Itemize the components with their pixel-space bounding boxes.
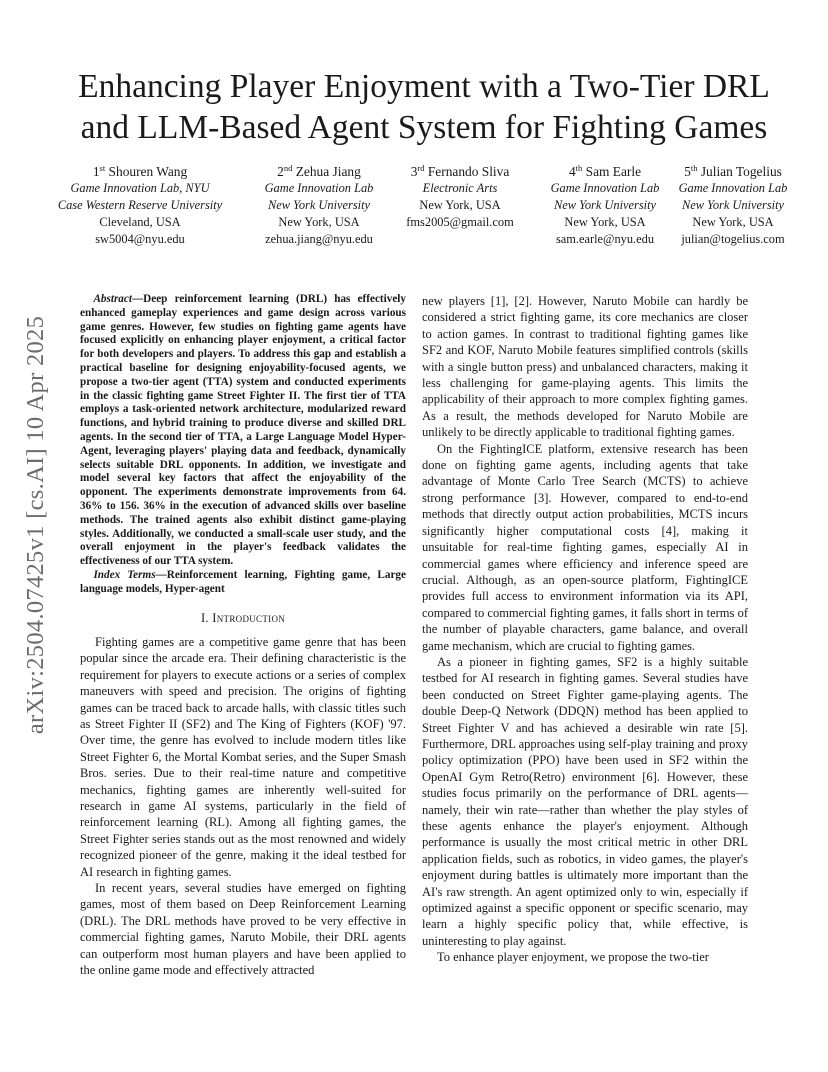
author-4-ordinal: 4	[568, 164, 576, 179]
author-1-ordinal-suffix: st	[99, 163, 106, 173]
author-5-email: julian@togelius.com	[681, 232, 785, 246]
author-5-ordinal-suffix: th	[690, 163, 698, 173]
arxiv-identifier-text: arXiv:2504.07425v1 [cs.AI] 10 Apr 2025	[22, 315, 50, 735]
author-4-ordinal-suffix: th	[575, 163, 583, 173]
left-paragraph-1: Fighting games are a competitive game genre that has been popular since the arcade era. Their defining characteristic is the requirement for players to execute actions or a series of complex maneuvers with speed and precision. The origins of fighting games can be traced back to arcade halls, with classic titles such as Street Fighter II (SF2) and The King of Fighters (KOF) '97. Over time, the genre has evolved to include modern titles like Street Fighter 6, the Mortal Kombat series, and the Super Smash Bros. series. Due to their real-time nature and competitive mechanics, fighting games are inherently well-suited for research in game AI systems, particularly in the field of reinforcement learning (RL). Among all fighting games, the Street Fighter series stands out as the most renowned and widely recognized pioneer of the genre, making it the ideal testbed for AI research in fighting games.	[80, 634, 406, 879]
right-paragraph-1: new players [1], [2]. However, Naruto Mobile can hardly be considered a strict fighting game, its core mechanics are closer to action games. In contrast to traditional fighting games like SF2 and KOF, Naruto Mobile features simplified controls (skills with a single button press) and unbalanced characters, making it less challenging for game-playing agents. This limits the applicability of their approach to more complex fighting games. As a result, the methods developed for Naruto Mobile are unlikely to be directly applicable to traditional fighting games.	[422, 294, 748, 440]
paper-title-line-1: Enhancing Player Enjoyment with a Two-Tier DRL	[78, 68, 770, 105]
paper-title	[60, 66, 788, 148]
author-4-email: sam.earle@nyu.edu	[555, 232, 655, 246]
author-5-ordinal: 5	[684, 164, 691, 179]
abstract-text: —Deep reinforcement learning (DRL) has effectively enhanced gameplay experiences and game design across various game genres. However, few studies on fighting game agents have focused explicitly on enhancing player enjoyment, a critical factor for both developers and players. To address this gap and establish a practical baseline for designing enjoyability-focused agents, we propose a two-tier agent (TTA) system and conducted experiments in the classic fighting game Street Fighter II. The first tier of TTA employs a task-oriented network architecture, modularized reward functions, and hybrid training to produce diverse and skilled DRL agents. In the second tier of TTA, a Large Language Model Hyper-Agent, leveraging players' playing data and feedback, dynamically selects suitable DRL opponents. In addition, we investigate and model several key factors that affect the enjoyability of the opponent. The experiments demonstrate improvements from 64. 36% to 156. 36% in the execution of advanced skills over baseline methods. The trained agents also exhibit distinct game-playing styles. Additionally, we conducted a small-scale user study, and the overall enjoyment in the player's feedback validates the effectiveness of our TTA system.	[80, 293, 406, 568]
author-5-affiliation-2: New York University	[681, 198, 785, 212]
author-5-name: Julian Togelius	[700, 164, 782, 179]
abstract	[80, 293, 406, 569]
author-3-name: Fernando Sliva	[427, 164, 510, 179]
section-title: Introduction	[212, 610, 286, 625]
author-4-affiliation-2: New York University	[553, 198, 657, 212]
index-terms	[80, 569, 406, 597]
author-2-affiliation: Game Innovation Lab	[264, 181, 374, 195]
author-2-ordinal-suffix: nd	[283, 163, 293, 173]
section-number: I.	[200, 610, 209, 625]
author-5	[633, 163, 828, 248]
author-2-name: Zehua Jiang	[295, 164, 361, 179]
author-1	[40, 163, 240, 248]
author-1-email: sw5004@nyu.edu	[95, 232, 185, 246]
index-terms-label: Index Terms	[93, 568, 156, 581]
right-paragraph-4: To enhance player enjoyment, we propose the two-tier	[437, 950, 709, 965]
author-3-ordinal-suffix: rd	[417, 163, 425, 173]
author-4-location: New York, USA	[564, 215, 646, 229]
author-5-location: New York, USA	[692, 215, 774, 229]
author-4-name: Sam Earle	[585, 164, 642, 179]
section-heading-introduction	[80, 610, 406, 626]
author-3-affiliation: Electronic Arts	[422, 181, 498, 195]
paper-title-line-2: and LLM-Based Agent System for Fighting Games	[80, 109, 768, 146]
author-1-affiliation-2: Case Western Reserve University	[57, 198, 223, 212]
right-column	[422, 293, 748, 966]
author-block	[57, 163, 800, 253]
author-1-affiliation: Game Innovation Lab, NYU	[70, 181, 210, 195]
author-1-location: Cleveland, USA	[99, 215, 181, 229]
author-2-affiliation-2: New York University	[267, 198, 371, 212]
left-column	[80, 293, 406, 978]
left-paragraph-2: In recent years, several studies have emerged on fighting games, most of them based on Deep Reinforcement Learning (DRL). The DRL methods have proved to be very effective in commercial fighting games, Naruto Mobile, their DRL agents can outperform most human players and have been applied to the online game mode and effectively attracted	[80, 881, 406, 978]
author-1-ordinal: 1	[92, 164, 100, 179]
author-3-email: fms2005@gmail.com	[406, 215, 514, 229]
right-paragraph-3: As a pioneer in fighting games, SF2 is a highly suitable testbed for AI research in fighting games. Several studies have been conducted on Street Fighter game-playing agents. The double Deep-Q Network (DDQN) method has been applied to Street Fighter V and has achieved a desirable win rate [5]. Furthermore, DRL approaches using self-play training and proxy policy optimization (PPO) have been used in SF2 within the OpenAI Gym Retro(Retro) environment [6]. However, these studies focus primarily on the performance of DRL agents—namely, their win rate—rather than whether the play styles of these agents enhance the player's enjoyment. Although performance is usually the most critical metric in other DRL application fields, such as robotics, in video games, the player's enjoyment during battles is ultimately more important than the AI's raw strength. An agent optimized only to win, especially if optimized against a specific opponent or specific scenario, may learn a highly specific policy that, while effective, is uninteresting to play against.	[422, 654, 748, 948]
author-5-affiliation: Game Innovation Lab	[678, 181, 788, 195]
index-terms-text: —Reinforcement learning, Fighting game, Large language models, Hyper-agent	[80, 568, 406, 595]
author-5-name-line	[633, 163, 828, 180]
author-2-email: zehua.jiang@nyu.edu	[265, 232, 373, 246]
author-1-name-line	[40, 163, 240, 180]
author-1-name: Shouren Wang	[108, 164, 188, 179]
arxiv-identifier-stamp	[16, 290, 56, 760]
abstract-label: Abstract	[93, 293, 132, 305]
author-2-ordinal: 2	[277, 164, 284, 179]
right-paragraph-2: On the FightingICE platform, extensive research has been done on fighting game agents, including agents that take advantage of Monte Carlo Tree Search (MCTS) to achieve strong performance [3]. However, compared to end-to-end methods that directly output action probabilities, MCTS incurs significantly higher computational costs [4], making it unsuitable for real-time fighting games, especially AI in commercial games where efficiency and inference speed are crucial. Although, as an open-source platform, FightingICE provides full access to environment information via its API, compared to commercial fighting games, it falls short in terms of the number of playable characters, game balance, and overall game mechanism, which are crucial to fighting games.	[422, 441, 748, 653]
author-3-ordinal: 3	[410, 164, 418, 179]
author-2-location: New York, USA	[278, 215, 360, 229]
author-3-location: New York, USA	[419, 198, 501, 212]
author-4-affiliation: Game Innovation Lab	[550, 181, 660, 195]
